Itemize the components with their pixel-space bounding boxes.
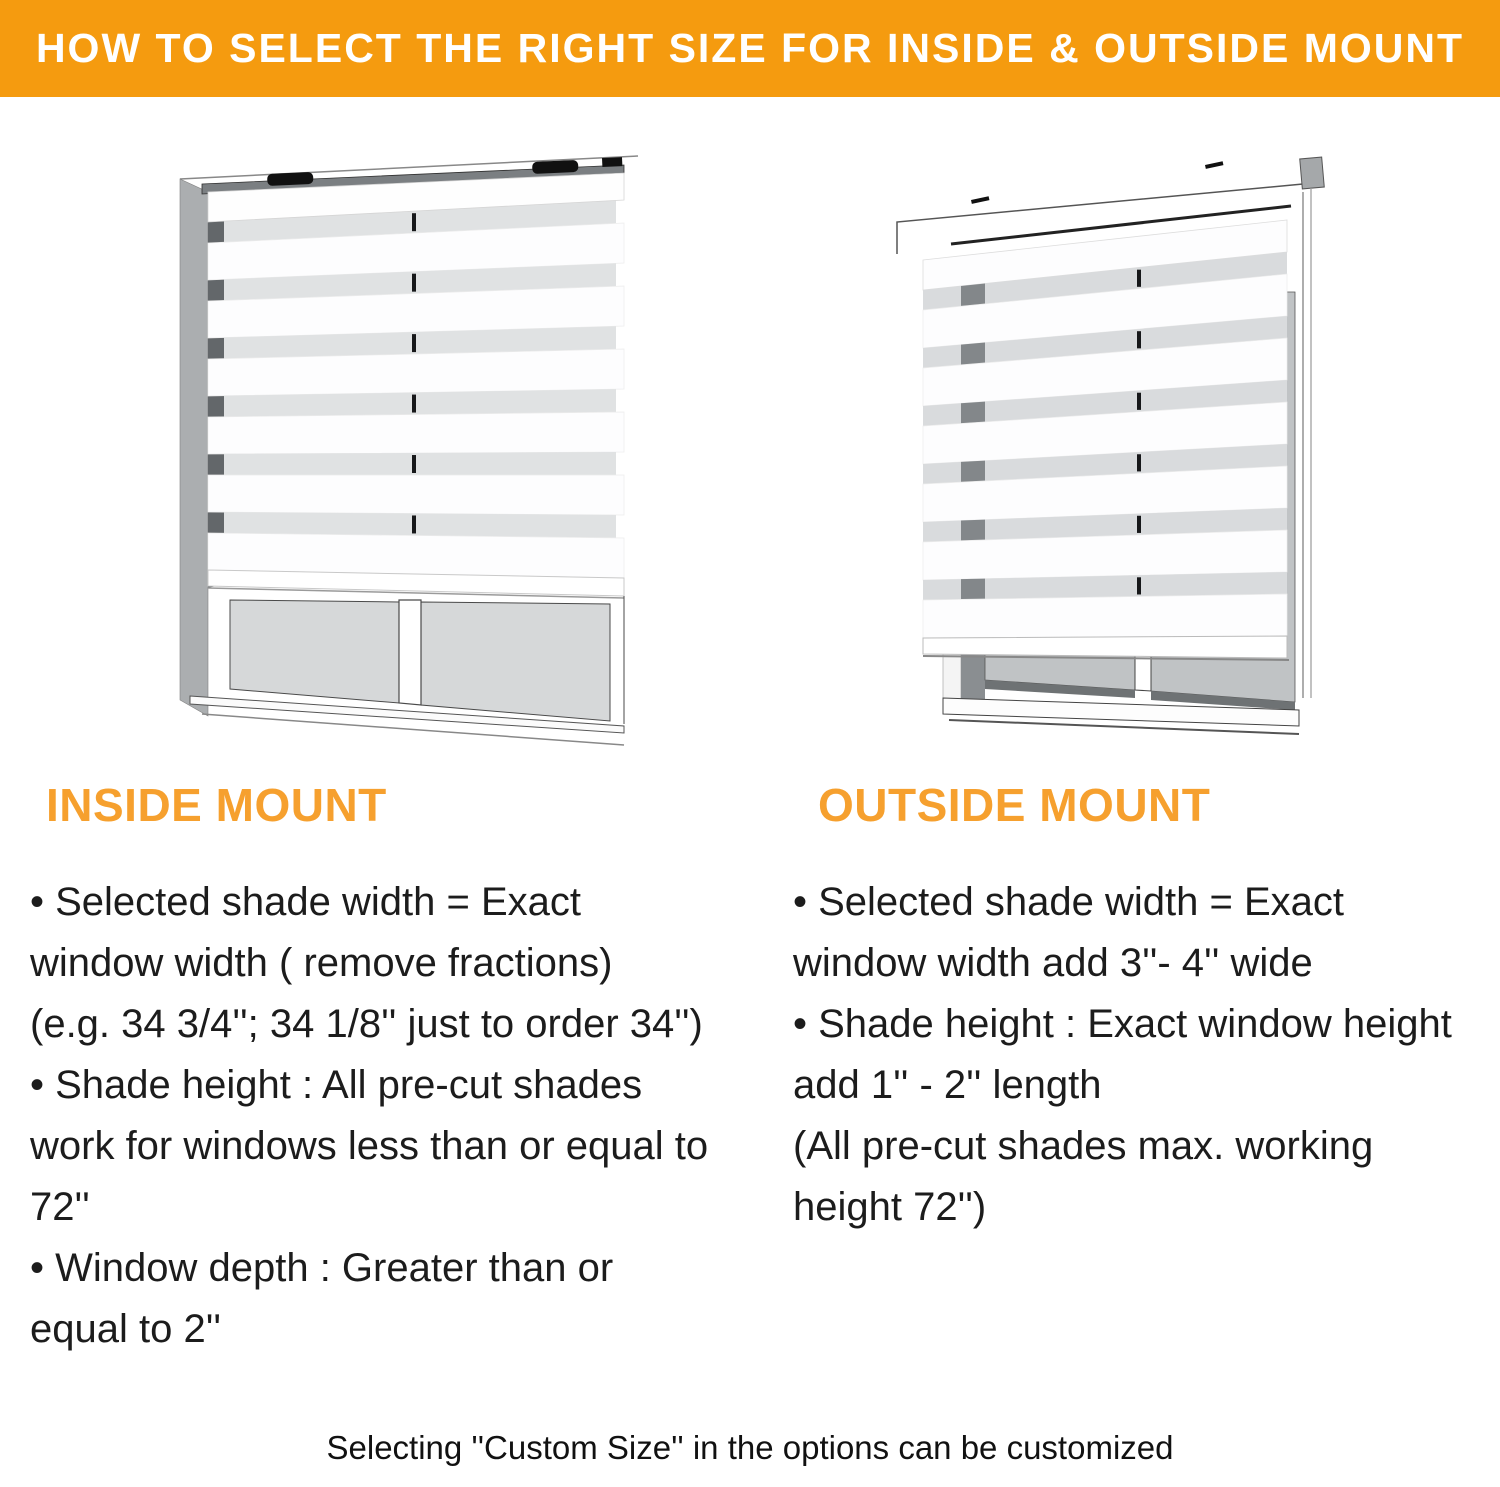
outside-line-1: • Selected shade width = Exact [793, 880, 1344, 924]
inside-line-2: window width ( remove fractions) [30, 941, 613, 985]
title-banner [0, 0, 1500, 97]
inside-mount-bullet-list [30, 872, 750, 1360]
banner-title-text: HOW TO SELECT THE RIGHT SIZE FOR INSIDE & OUTSIDE MOUNT [35, 25, 1465, 71]
inside-line-4: • Shade height : All pre-cut shades [30, 1063, 643, 1107]
custom-size-note: Selecting ''Custom Size'' in the options can be customized [326, 1429, 1174, 1466]
outside-mount-heading: OUTSIDE MOUNT [818, 779, 1211, 831]
inside-mount-window-drawing [172, 148, 648, 762]
inside-line-6: 72'' [30, 1185, 90, 1229]
outside-line-5: (All pre-cut shades max. working [793, 1124, 1374, 1168]
inside-line-5: work for windows less than or equal to [30, 1124, 709, 1168]
inside-line-1: • Selected shade width = Exact [30, 880, 581, 924]
outside-mount-illustration [885, 142, 1337, 760]
inside-mount-heading: INSIDE MOUNT [46, 779, 387, 831]
inside-line-8: equal to 2'' [30, 1307, 221, 1351]
inside-line-7: • Window depth : Greater than or [30, 1246, 614, 1290]
outside-line-3: • Shade height : Exact window height [793, 1002, 1452, 1046]
outside-mount-window-drawing [885, 142, 1337, 760]
outside-mount-bullet-list [793, 872, 1500, 1238]
outside-line-2: window width add 3''- 4'' wide [793, 941, 1313, 985]
outside-line-6: height 72'') [793, 1185, 987, 1229]
inside-mount-illustration [172, 148, 648, 762]
inside-line-3: (e.g. 34 3/4''; 34 1/8'' just to order 34'') [30, 1002, 703, 1046]
outside-line-4: add 1'' - 2'' length [793, 1063, 1102, 1107]
